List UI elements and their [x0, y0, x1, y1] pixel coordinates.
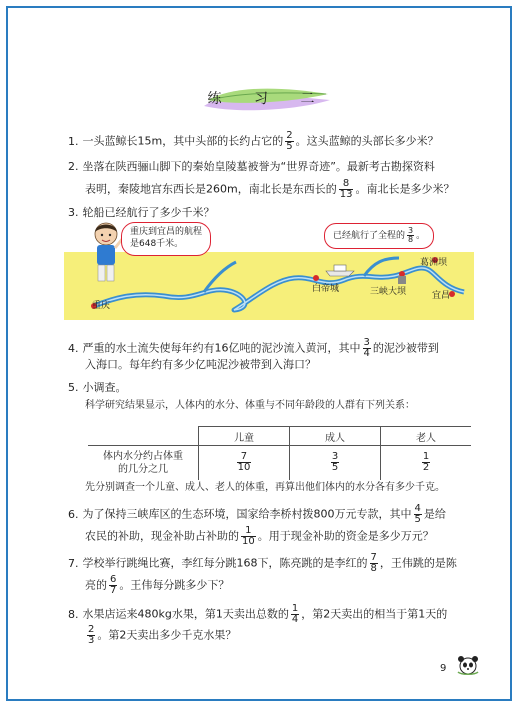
- question-6-line1: [68, 504, 446, 525]
- q1-number: 1.: [68, 134, 79, 148]
- question-4-line1: [68, 338, 439, 359]
- q5-title: 小调查。: [82, 381, 127, 394]
- q7-number: 7.: [68, 556, 79, 570]
- q2-fraction: $\frac{8}{13}$: [339, 178, 353, 200]
- q7-line1-a: 学校举行跳绳比赛，李红每分跳168下，陈亮跳的是李红的: [82, 556, 368, 570]
- table-header-adult: 成人: [290, 427, 381, 446]
- table-corner-cell: [88, 427, 199, 446]
- map-label-chongqing: 重庆: [92, 301, 111, 311]
- q7-fraction-2: $\frac{6}{7}$: [110, 574, 117, 596]
- boy-illustration: [86, 220, 126, 290]
- textbook-page: [6, 6, 512, 701]
- question-2-line1: [68, 160, 435, 174]
- q2-line2-b: 。南北长是多少米？: [355, 182, 455, 196]
- table-cell-child: $\frac{7}{10}$: [199, 446, 290, 480]
- q7-line1-b: ，王伟跳的是陈: [379, 556, 457, 570]
- table-cell-elderly: $\frac{1}{2}$: [381, 446, 472, 480]
- q7-line2-b: 。王伟每分跳多少下？: [119, 578, 230, 592]
- table-row-label: 体内水分约占体重 的几分之几: [88, 446, 199, 480]
- question-7-line1: [68, 553, 457, 574]
- q6-fraction-1: $\frac{4}{5}$: [414, 503, 421, 525]
- q5-number: 5.: [68, 381, 79, 394]
- table-header-elderly: 老人: [381, 427, 472, 446]
- water-ratio-table: [88, 426, 471, 480]
- map-label-yichang: 宜昌: [432, 291, 451, 301]
- q8-line1-b: ，第2天卖出的相当于第1天的: [301, 607, 448, 621]
- q8-line2-b: 。第2天卖出多少千克水果？: [97, 628, 237, 642]
- bubble-right-text: 已经航行了全程的 $\frac{3}{8}$ 。: [333, 226, 426, 244]
- q4-number: 4.: [68, 341, 79, 355]
- q5-footer: 先分别调查一个儿童、成人、老人的体重，再算出他们体内的水分各有多少千克。: [85, 482, 445, 493]
- q4-line1-b: 的泥沙被带到: [372, 341, 439, 355]
- q3-text: 轮船已经航行了多少千米？: [82, 206, 215, 219]
- question-2-line2: [85, 179, 454, 200]
- q2-number: 2.: [68, 160, 79, 173]
- page-title: 练 习 二: [207, 91, 329, 107]
- q6-line1-b: 是给: [423, 507, 446, 521]
- question-8-line1: [68, 604, 447, 625]
- table-row: [88, 446, 471, 480]
- q7-fraction-1: $\frac{7}{8}$: [370, 552, 377, 574]
- speech-bubble-left: [121, 222, 211, 256]
- q1-text-b: 。这头蓝鲸的头部长多少米？: [295, 134, 439, 148]
- map-label-baidicheng: 白帝城: [312, 284, 340, 294]
- q8-fraction-1: $\frac{1}{4}$: [291, 603, 299, 625]
- q4-fraction: $\frac{3}{4}$: [363, 337, 370, 359]
- page-number: 9: [440, 663, 447, 674]
- q6-line2-a: 农民的补助，现金补助占补助的: [85, 529, 239, 543]
- q6-line1-a: 为了保持三峡库区的生态环境，国家给李桥村拨800万元专款，其中: [82, 507, 412, 521]
- question-1: [68, 131, 439, 152]
- map-label-sanxia-dam: 三峡大坝: [370, 287, 407, 297]
- q1-fraction: $\frac{2}{5}$: [286, 130, 293, 152]
- q3-number: 3.: [68, 206, 79, 219]
- question-7-line2: [85, 575, 229, 596]
- q8-number: 8.: [68, 607, 79, 621]
- table-cell-adult: $\frac{3}{5}$: [290, 446, 381, 480]
- q6-line2-b: 。用于现金补助的资金是多少万元？: [257, 529, 434, 543]
- q1-text-a: 一头蓝鲸长15m，其中头部的长约占它的: [82, 134, 284, 148]
- q5-intro: 科学研究结果显示，人体内的水分、体重与不同年龄段的人群有下列关系：: [85, 400, 415, 411]
- question-5-title: [68, 381, 127, 395]
- q7-line2-a: 亮的: [85, 578, 107, 592]
- q6-number: 6.: [68, 507, 79, 521]
- speech-bubble-right: [324, 223, 434, 249]
- q4-line1-a: 严重的水土流失使每年约有16亿吨的泥沙流入黄河，其中: [82, 341, 361, 355]
- exercise-title-banner: [198, 80, 338, 116]
- bubble-left-text: 重庆到宜昌的航程是648千米。: [130, 227, 203, 249]
- question-4-line2: 入海口。每年约有多少亿吨泥沙被带到入海口？: [85, 358, 316, 371]
- q6-fraction-2: $\frac{1}{10}$: [242, 525, 255, 547]
- map-label-gezhouba: 葛洲坝: [420, 258, 448, 268]
- q8-line1-a: 水果店运来480kg水果，第1天卖出总数的: [82, 607, 289, 621]
- table-header-row: [88, 427, 471, 446]
- table-header-child: 儿童: [199, 427, 290, 446]
- question-8-line2: [85, 625, 236, 646]
- question-6-line2: [85, 526, 434, 547]
- panda-icon: [455, 654, 481, 676]
- q2-line2-a: 表明，秦陵地宫东西长是260m，南北长是东西长的: [85, 182, 337, 196]
- q8-fraction-2: $\frac{2}{3}$: [88, 624, 95, 646]
- q2-line1: 坐落在陕西骊山脚下的秦始皇陵墓被誉为“世界奇迹”。最新考古勘探资料: [82, 160, 435, 173]
